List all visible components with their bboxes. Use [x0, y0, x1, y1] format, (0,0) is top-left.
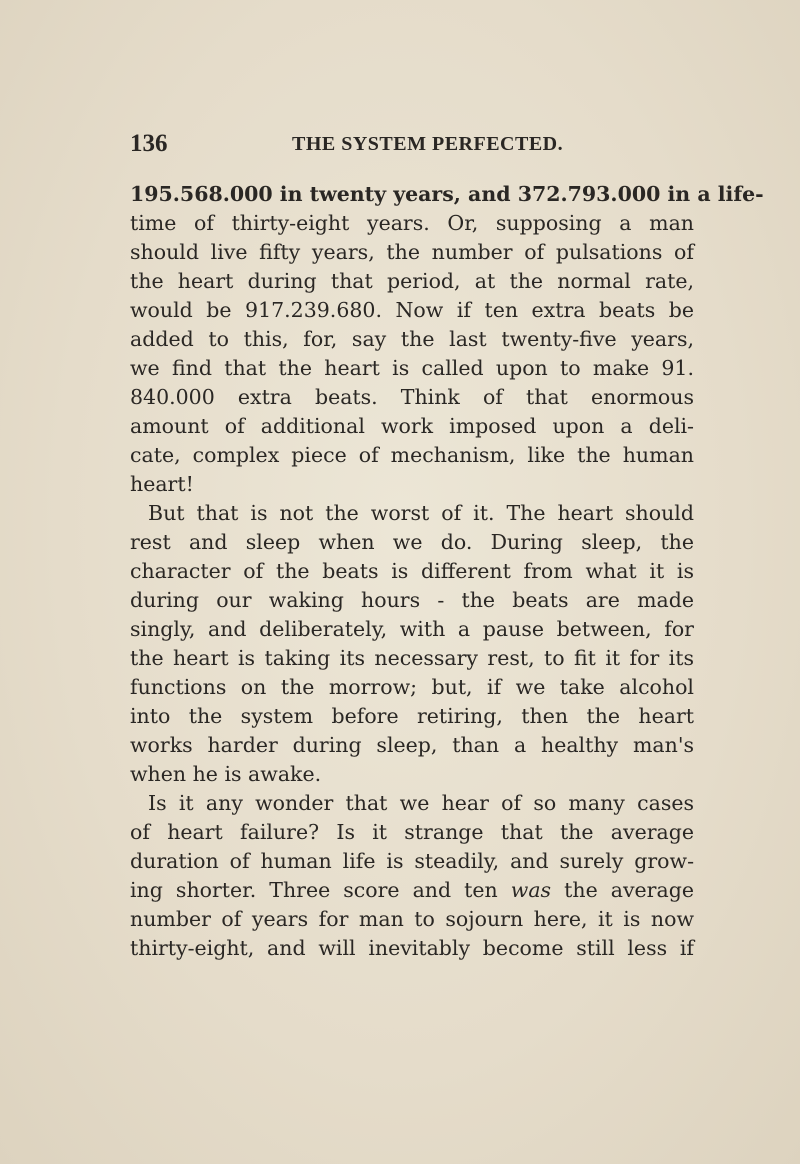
text-segment: the average: [564, 878, 694, 902]
text-line: time of thirty-eight years. Or, supposing a man: [130, 211, 694, 235]
paragraph-start-line: Is it any wonder that we hear of so many cases: [148, 791, 694, 815]
text-line: 195.568.000 in twenty years, and 372.793.000 in a life-: [130, 182, 764, 206]
emphasized-word: was: [510, 878, 552, 902]
text-line: of heart failure? Is it strange that the average: [130, 820, 694, 844]
running-head: [130, 126, 690, 162]
text-line: we find that the heart is called upon to make 91.: [130, 356, 694, 380]
text-segment: ing shorter. Three score and ten: [130, 878, 498, 902]
text-line: works harder during sleep, than a healthy man's: [130, 733, 694, 757]
text-line: singly, and deliberately, with a pause between, for: [130, 617, 694, 641]
text-line: should live fifty years, the number of pulsations of: [130, 240, 694, 264]
text-line: thirty-eight, and will inevitably become still less if: [130, 936, 694, 960]
text-line: 840.000 extra beats. Think of that enormous: [130, 385, 694, 409]
text-line: the heart during that period, at the normal rate,: [130, 269, 694, 293]
body-text: [130, 180, 764, 963]
text-line: rest and sleep when we do. During sleep, the: [130, 530, 694, 554]
text-line: into the system before retiring, then the heart: [130, 704, 694, 728]
text-line: heart!: [130, 472, 194, 496]
text-line: cate, complex piece of mechanism, like the human: [130, 443, 694, 467]
text-line: character of the beats is different from what it is: [130, 559, 694, 583]
paragraph-start-line: But that is not the worst of it. The heart should: [148, 501, 694, 525]
text-line: added to this, for, say the last twenty-five years,: [130, 327, 694, 351]
text-line-with-emphasis: [130, 876, 694, 905]
text-line: when he is awake.: [130, 762, 322, 786]
running-title: THE SYSTEM PERFECTED.: [292, 133, 564, 155]
text-line: during our waking hours - the beats are made: [130, 588, 694, 612]
text-line: duration of human life is steadily, and surely grow-: [130, 849, 694, 873]
text-line: number of years for man to sojourn here, it is now: [130, 907, 694, 931]
text-line: amount of additional work imposed upon a deli-: [130, 414, 694, 438]
page-number: 136: [130, 130, 168, 157]
text-line: the heart is taking its necessary rest, to fit it for its: [130, 646, 694, 670]
text-line: would be 917.239.680. Now if ten extra beats be: [130, 298, 694, 322]
text-line: functions on the morrow; but, if we take alcohol: [130, 675, 694, 699]
